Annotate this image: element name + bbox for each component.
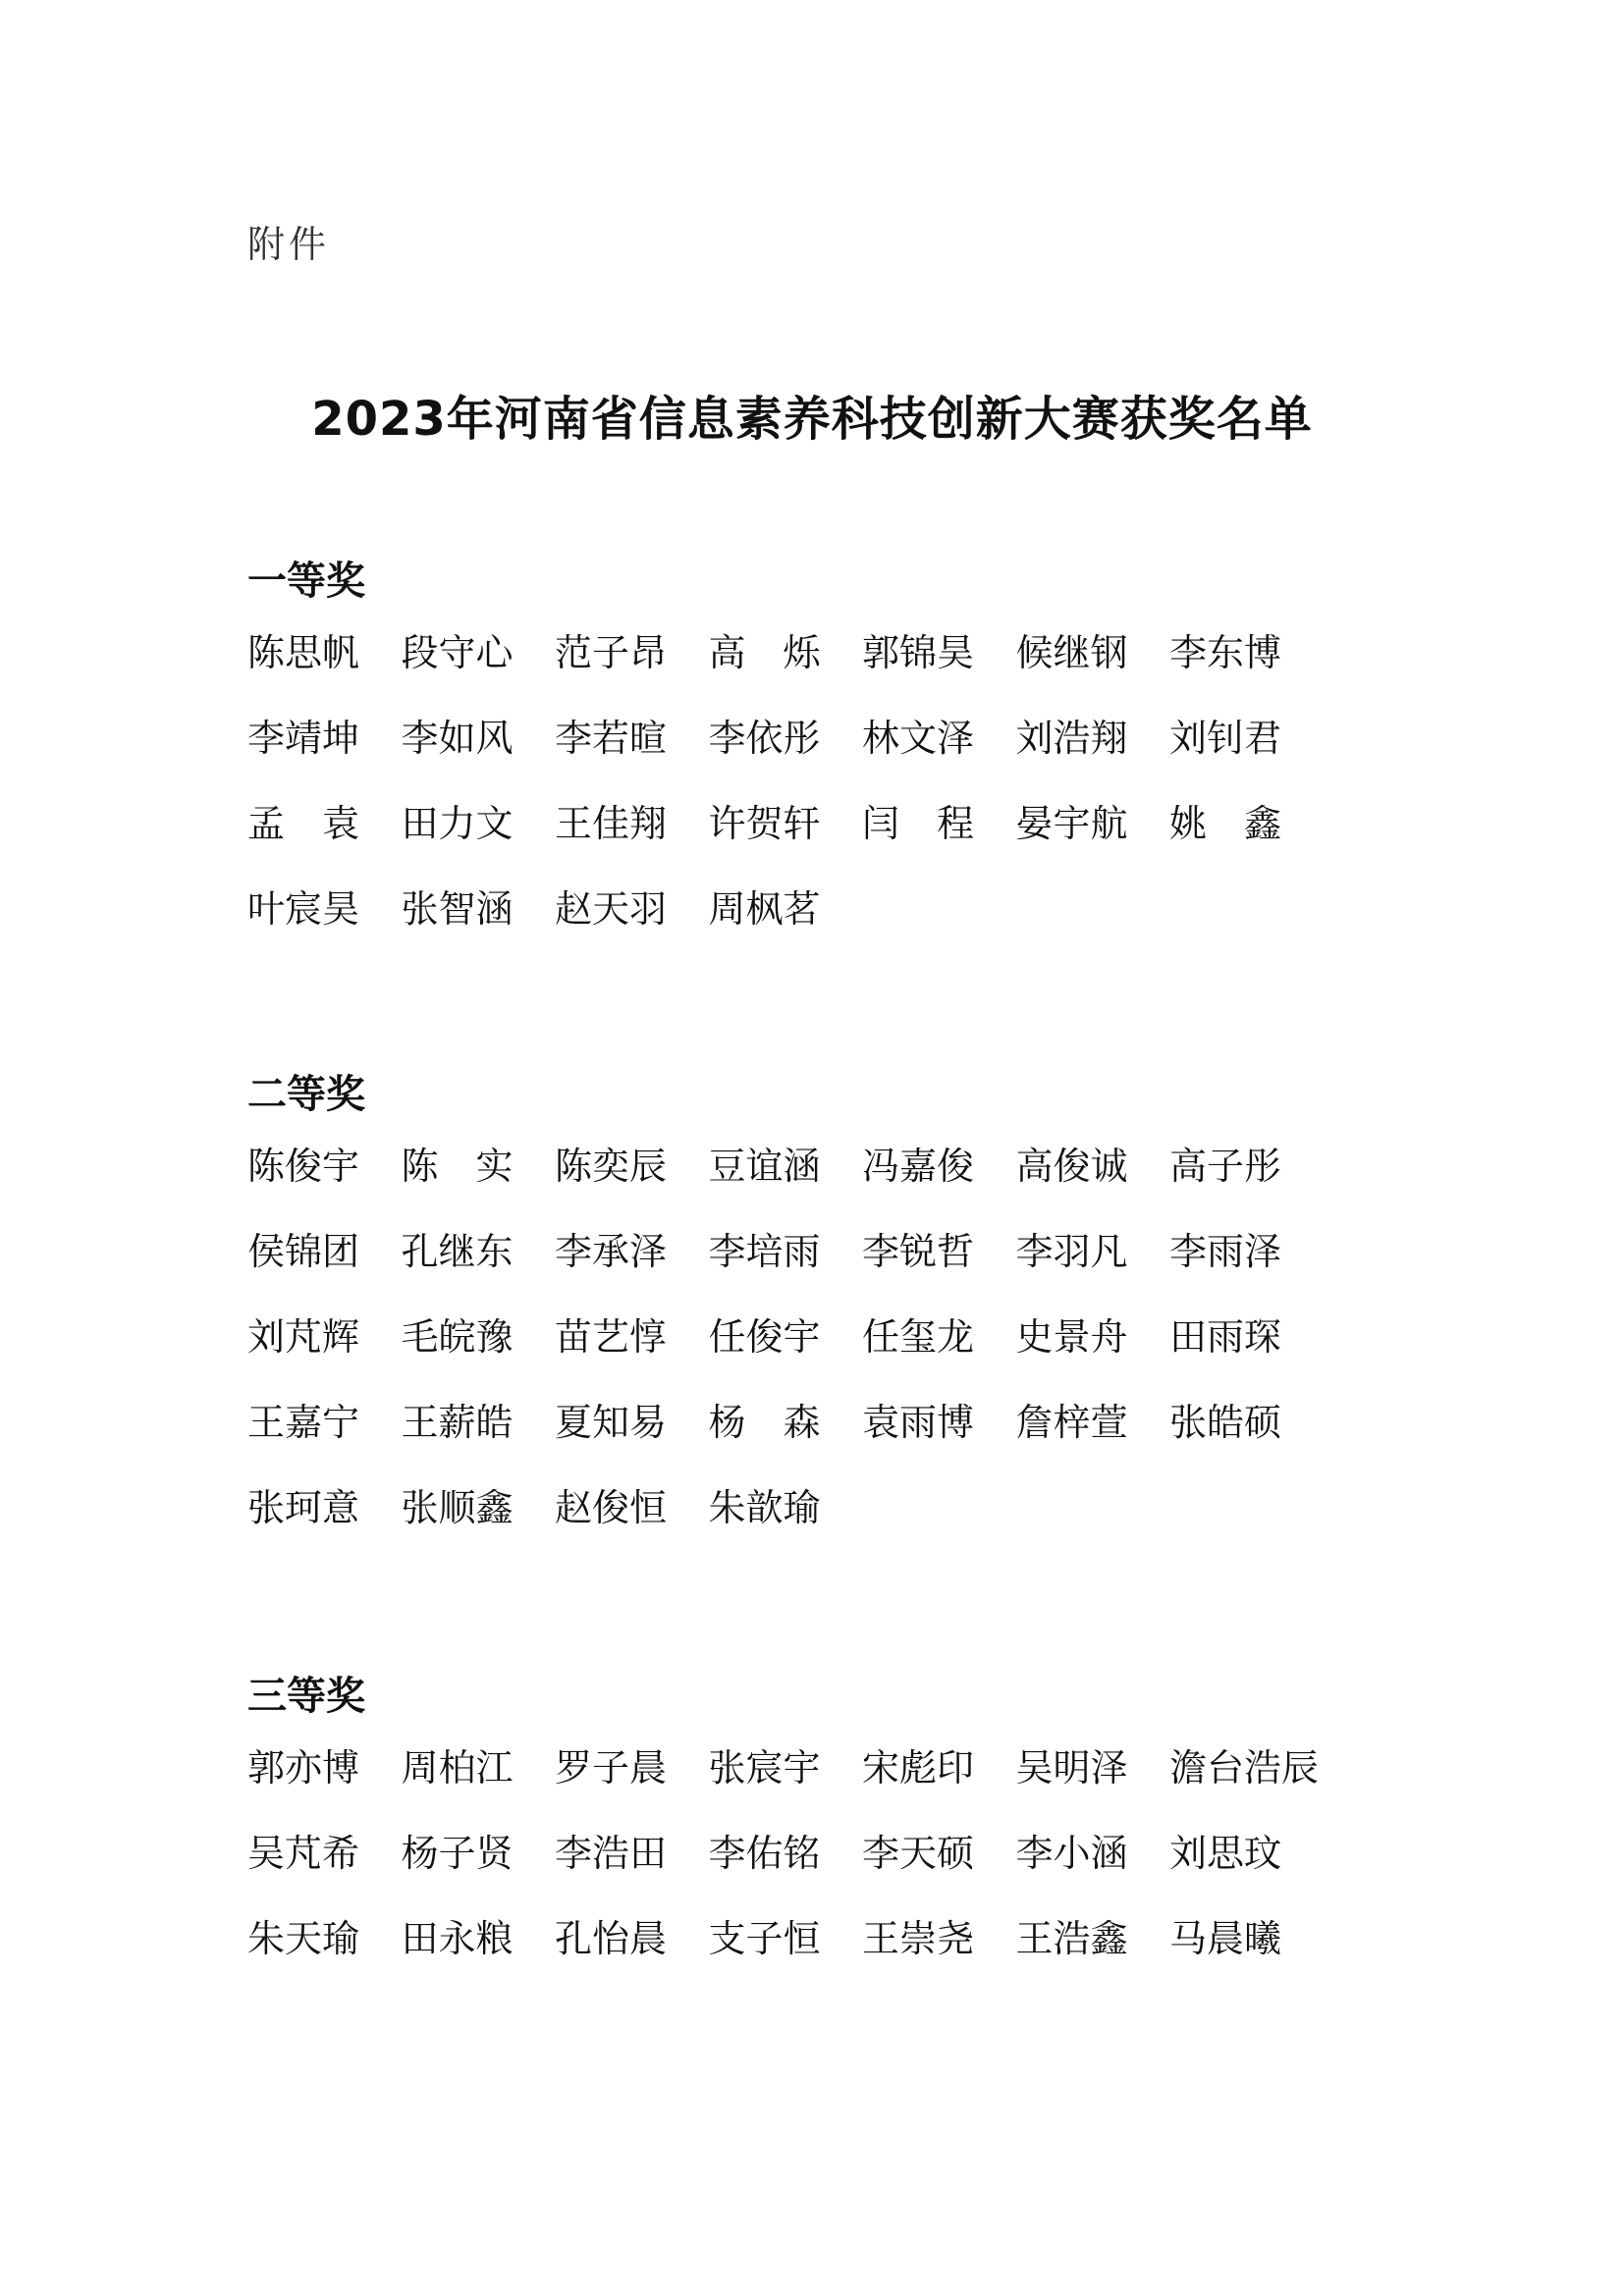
winner-name: 周柏江	[401, 1746, 514, 1789]
third-prize-name-list	[247, 1746, 1324, 2002]
winner-name: 陈思帆	[247, 631, 360, 674]
winner-name: 赵俊恒	[555, 1486, 668, 1529]
winner-name: 王薪皓	[401, 1401, 514, 1444]
winner-name: 李靖坤	[247, 717, 360, 760]
winner-name: 毛皖豫	[401, 1315, 514, 1359]
winner-name: 张皓硕	[1169, 1401, 1282, 1444]
winner-name: 杨 森	[708, 1401, 821, 1444]
winner-name: 苗艺惇	[555, 1315, 668, 1359]
winner-name: 孔继东	[401, 1230, 514, 1273]
winner-name: 许贺轩	[708, 802, 821, 845]
winner-name: 李培雨	[708, 1230, 821, 1273]
winner-name: 宋彪印	[862, 1746, 975, 1789]
winner-name: 吴明泽	[1015, 1746, 1128, 1789]
winner-name: 李雨泽	[1169, 1230, 1282, 1273]
winner-name: 张顺鑫	[401, 1486, 514, 1529]
winner-name: 田永粮	[401, 1917, 514, 1960]
winner-name: 李小涵	[1015, 1832, 1128, 1875]
winner-name: 吴芃希	[247, 1832, 360, 1875]
winner-name: 闫 程	[862, 802, 975, 845]
winner-name: 刘思玟	[1169, 1832, 1282, 1875]
winner-name: 范子昂	[555, 631, 668, 674]
winner-name: 高俊诚	[1015, 1145, 1128, 1188]
winner-name: 周枫茗	[708, 887, 821, 931]
winner-name: 李依彤	[708, 717, 821, 760]
document-title: 2023年河南省信息素养科技创新大赛获奖名单	[311, 392, 1313, 447]
winner-name: 刘芃辉	[247, 1315, 360, 1359]
winner-name: 李羽凡	[1015, 1230, 1128, 1273]
winner-name: 侯锦团	[247, 1230, 360, 1273]
winner-name: 李承泽	[555, 1230, 668, 1273]
winner-name: 袁雨博	[862, 1401, 975, 1444]
winner-name: 冯嘉俊	[862, 1145, 975, 1188]
winner-name: 李东博	[1169, 631, 1282, 674]
winner-name: 杨子贤	[401, 1832, 514, 1875]
winner-name: 李天硕	[862, 1832, 975, 1875]
winner-name: 李若暄	[555, 717, 668, 760]
third-prize-section	[247, 1668, 1324, 2002]
section-heading-first-prize: 一等奖	[247, 559, 365, 604]
winner-name: 郭锦昊	[862, 631, 975, 674]
winner-name: 史景舟	[1015, 1315, 1128, 1359]
winner-name: 任玺龙	[862, 1315, 975, 1359]
winner-name: 豆谊涵	[708, 1145, 821, 1188]
winner-name: 王嘉宁	[247, 1401, 360, 1444]
winner-name: 张珂意	[247, 1486, 360, 1529]
winner-name: 罗子晨	[555, 1746, 668, 1789]
winner-name: 陈 实	[401, 1145, 514, 1188]
first-prize-name-list	[247, 631, 1324, 973]
winner-name: 澹台浩辰	[1169, 1746, 1320, 1789]
winner-name: 朱天瑜	[247, 1917, 360, 1960]
winner-name: 叶宸昊	[247, 887, 360, 931]
winner-name: 王浩鑫	[1015, 1917, 1128, 1960]
winner-name: 王佳翔	[555, 802, 668, 845]
winner-name: 赵天羽	[555, 887, 668, 931]
winner-name: 姚 鑫	[1169, 802, 1282, 845]
winner-name: 田力文	[401, 802, 514, 845]
winner-name: 李浩田	[555, 1832, 668, 1875]
winner-name: 高子彤	[1169, 1145, 1282, 1188]
first-prize-section	[247, 553, 1324, 973]
winner-name: 刘钊君	[1169, 717, 1282, 760]
winner-name: 李佑铭	[708, 1832, 821, 1875]
winner-name: 孟 袁	[247, 802, 360, 845]
winner-name: 陈俊宇	[247, 1145, 360, 1188]
winner-name: 林文泽	[862, 717, 975, 760]
winner-name: 孔怡晨	[555, 1917, 668, 1960]
winner-name: 段守心	[401, 631, 514, 674]
winner-name: 朱歆瑜	[708, 1486, 821, 1529]
winner-name: 马晨曦	[1169, 1917, 1282, 1960]
attachment-label: 附件	[247, 223, 331, 266]
winner-name: 刘浩翔	[1015, 717, 1128, 760]
winner-name: 陈奕辰	[555, 1145, 668, 1188]
winner-name: 郭亦博	[247, 1746, 360, 1789]
section-heading-third-prize: 三等奖	[247, 1674, 365, 1719]
section-heading-second-prize: 二等奖	[247, 1072, 365, 1117]
winner-name: 王崇尧	[862, 1917, 975, 1960]
winner-name: 李锐哲	[862, 1230, 975, 1273]
winner-name: 夏知易	[555, 1401, 668, 1444]
winner-name: 晏宇航	[1015, 802, 1128, 845]
second-prize-name-list	[247, 1145, 1324, 1572]
winner-name: 高 烁	[708, 631, 821, 674]
second-prize-section	[247, 1066, 1324, 1572]
winner-name: 张宸宇	[708, 1746, 821, 1789]
winner-name: 詹梓萱	[1015, 1401, 1128, 1444]
winner-name: 支子恒	[708, 1917, 821, 1960]
winner-name: 任俊宇	[708, 1315, 821, 1359]
winner-name: 候继钢	[1015, 631, 1128, 674]
winner-name: 李如风	[401, 717, 514, 760]
winner-name: 田雨琛	[1169, 1315, 1282, 1359]
winner-name: 张智涵	[401, 887, 514, 931]
